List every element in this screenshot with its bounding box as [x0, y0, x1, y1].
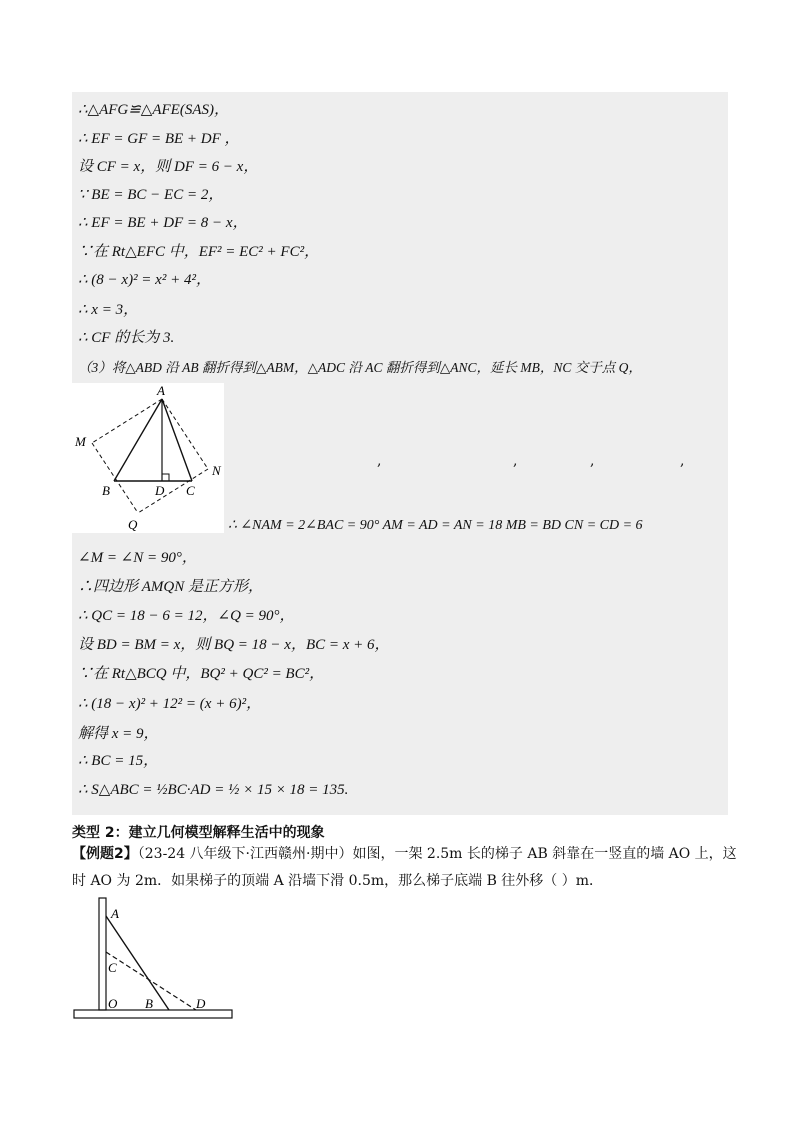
- example-line-1: [72, 843, 737, 863]
- solution-line: 解得 x = 9，: [78, 726, 159, 742]
- inline-mark: ,: [377, 453, 382, 469]
- example-line-2: 时 AO 为 2m．如果梯子的顶端 A 沿墙下滑 0.5m，那么梯子底端 B 往外移（ ）m．: [72, 873, 604, 889]
- solution-line: ∴ QC = 18 − 6 = 12，∠Q = 90°，: [78, 608, 295, 624]
- solution-line: ∴ S△ABC = ½BC·AD = ½ × 15 × 18 = 135.: [78, 782, 349, 798]
- solution-line: 设 BD = BM = x，则 BQ = 18 − x，BC = x + 6，: [78, 637, 390, 653]
- label-A: A: [111, 906, 119, 921]
- example-text-1: （23-24 八年级下·江西赣州·期中）如图，一架 2.5m 长的梯子 AB 斜靠在一竖直的墙 AO 上，这: [137, 846, 737, 862]
- inline-mark: ,: [513, 453, 518, 469]
- label-B: B: [102, 483, 110, 498]
- label-C: C: [108, 960, 117, 975]
- label-O: O: [108, 996, 118, 1011]
- label-A: A: [157, 383, 165, 398]
- solution-line: （3）将△ABD 沿 AB 翻折得到△ABM，△ADC 沿 AC 翻折得到△ANC，延长 MB，NC 交于点 Q，: [78, 360, 642, 375]
- solution-line: ∵ BE = BC − EC = 2，: [78, 187, 224, 203]
- inline-mark: ,: [590, 453, 595, 469]
- label-M: M: [75, 434, 86, 449]
- inline-mark: ,: [680, 453, 685, 469]
- label-Q: Q: [128, 517, 138, 532]
- solution-line: ∵在 Rt△BCQ 中，BQ² + QC² = BC²，: [78, 666, 325, 682]
- solution-line: ∠M = ∠N = 90°，: [78, 550, 197, 566]
- solution-line: ∴ CF 的长为 3.: [78, 330, 175, 346]
- label-D: D: [155, 483, 165, 498]
- label-C: C: [186, 483, 195, 498]
- solution-line: ∴ (8 − x)² = x² + 4²，: [78, 272, 211, 288]
- solution-line: ∴ x = 3，: [78, 302, 139, 318]
- solution-line: ∴ EF = BE + DF = 8 − x，: [78, 215, 248, 231]
- solution-line: ∵在 Rt△EFC 中，EF² = EC² + FC²，: [78, 244, 320, 260]
- solution-line: ∴ BC = 15，: [78, 753, 159, 769]
- solution-line: ∴ EF = GF = BE + DF ，: [78, 131, 240, 147]
- label-B: B: [145, 996, 153, 1011]
- section-heading: 类型 2：建立几何模型解释生活中的现象: [72, 825, 325, 841]
- figure-folding-square: [72, 383, 224, 533]
- solution-line: ∴四边形 AMQN 是正方形，: [78, 579, 263, 595]
- figure-ladder: [72, 894, 234, 1024]
- solution-line: 设 CF = x，则 DF = 6 − x，: [78, 159, 259, 175]
- example-tag: 【例题2】: [72, 846, 138, 862]
- label-D: D: [196, 996, 206, 1011]
- solution-line: ∴ ∠NAM = 2∠BAC = 90° AM = AD = AN = 18 MB = BD CN = CD = 6: [228, 518, 643, 533]
- label-N: N: [212, 463, 221, 478]
- solution-line: ∴ (18 − x)² + 12² = (x + 6)²，: [78, 696, 262, 712]
- solution-line: ∴△AFG≌△AFE(SAS)，: [78, 102, 229, 118]
